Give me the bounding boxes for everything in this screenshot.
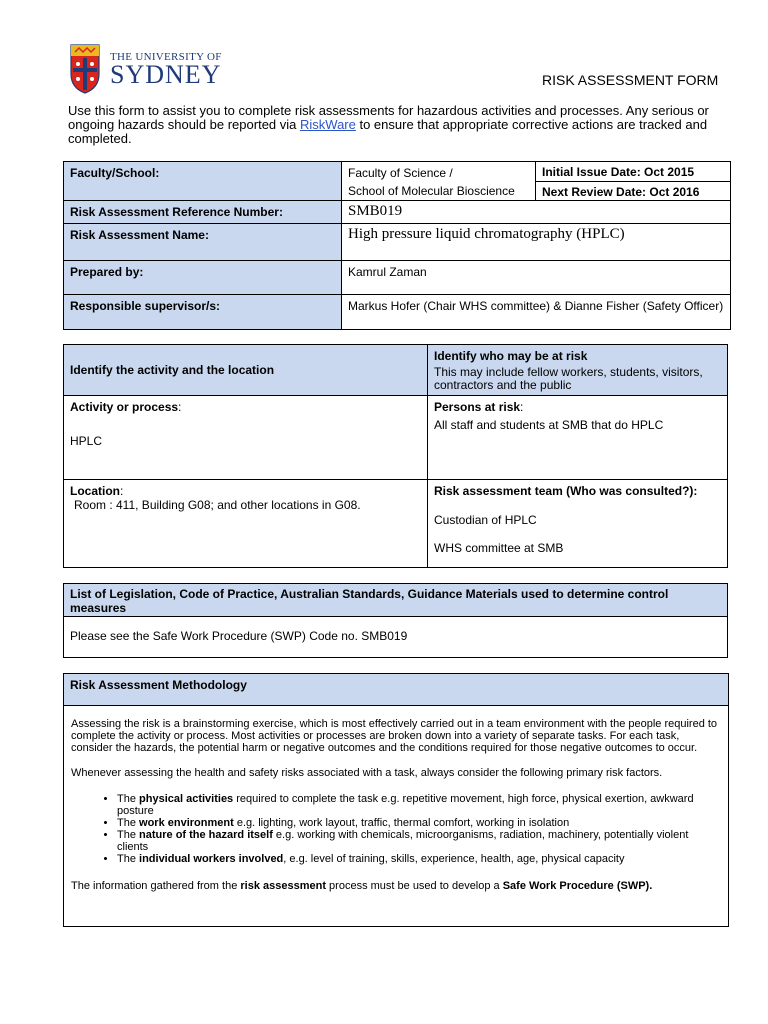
prepared-by-value: Kamrul Zaman [341, 260, 731, 295]
location-label: Location [70, 484, 120, 498]
activity-label: Activity or process [70, 400, 179, 414]
logo-line2: SYDNEY [110, 60, 222, 89]
ra-name-label: Risk Assessment Name: [63, 223, 342, 261]
persons-cell: Persons at risk: All staff and students at SMB that do HPLC [427, 395, 728, 480]
methodology-para2: Whenever assessing the health and safety risks associated with a task, always consider the following primary risk factors. [71, 767, 663, 779]
activity-location-header: Identify the activity and the location [63, 344, 428, 396]
logo-line1: THE UNIVERSITY OF [110, 51, 222, 63]
risk-factor-item: • The work environment e.g. lighting, work layout, traffic, thermal comfort, working in isolation [117, 817, 721, 829]
methodology-header: Risk Assessment Methodology [63, 673, 729, 706]
faculty-value [341, 161, 536, 201]
university-crest-icon [70, 44, 100, 94]
intro-text-before: Use this form to assist you to complete risk assessments for hazardous activities and processes. Any serious or ongoing hazards should be reported via [68, 103, 709, 132]
who-at-risk-subtitle: This may include fellow workers, students, visitors, contractors and the public [434, 365, 703, 392]
risk-factor-item: • The nature of the hazard itself e.g. working with chemicals, microorganisms, radiation, machinery, potentially violent clients [117, 829, 721, 853]
legislation-value: Please see the Safe Work Procedure (SWP) Code no. SMB019 [63, 616, 728, 658]
faculty-label: Faculty/School: [63, 161, 342, 201]
faculty-value-line2: School of Molecular Bioscience [348, 184, 515, 198]
initial-issue-date: Initial Issue Date: Oct 2015 [535, 161, 731, 182]
riskware-link[interactable]: RiskWare [300, 117, 356, 132]
methodology-final: The information gathered from the risk assessment process must be used to develop a Safe Work Procedure (SWP). [71, 880, 653, 892]
next-review-date: Next Review Date: Oct 2016 [535, 181, 731, 201]
prepared-by-label: Prepared by: [63, 260, 342, 295]
university-logo [70, 44, 222, 94]
methodology-para1: Assessing the risk is a brainstorming exercise, which is most effectively carried out in a team environment with the people required to complete the activity or process. Most activities or processes are broken down into a variety of separate tasks. For each task, consider the hazards, the potential harm or negative outcomes and the conditions required for those negative outcomes to occur. [71, 718, 718, 754]
supervisor-value: Markus Hofer (Chair WHS committee) & Dianne Fisher (Safety Officer) [341, 294, 731, 330]
ref-number-value: SMB019 [341, 200, 731, 224]
risk-factor-item: • The physical activities required to complete the task e.g. repetitive movement, high force, physical exertion, awkward posture [117, 793, 721, 817]
location-cell: Location: Room : 411, Building G08; and other locations in G08. [63, 479, 428, 568]
activity-cell: Activity or process: HPLC [63, 395, 428, 480]
location-value: Room : 411, Building G08; and other locations in G08. [74, 498, 361, 512]
ra-name-value: High pressure liquid chromatography (HPLC) [341, 223, 731, 261]
who-at-risk-title: Identify who may be at risk [434, 349, 588, 363]
intro-paragraph [68, 104, 718, 146]
team-label: Risk assessment team (Who was consulted?): [434, 484, 698, 498]
activity-value: HPLC [70, 434, 103, 448]
ref-number-label: Risk Assessment Reference Number: [63, 200, 342, 224]
persons-label: Persons at risk [434, 400, 521, 414]
who-at-risk-header [427, 344, 728, 396]
legislation-header: List of Legislation, Code of Practice, Australian Standards, Guidance Materials used to determine control measures [63, 583, 728, 617]
team-value-1: Custodian of HPLC [434, 513, 537, 527]
intro-text-after: to ensure that appropriate corrective actions are tracked and completed. [68, 117, 708, 146]
team-value-2: WHS committee at SMB [434, 541, 564, 555]
risk-factor-list [71, 793, 721, 865]
faculty-value-line1: Faculty of Science / [348, 166, 453, 180]
persons-value: All staff and students at SMB that do HPLC [434, 418, 664, 432]
methodology-body [63, 705, 729, 927]
risk-factor-item: • The individual workers involved, e.g. level of training, skills, experience, health, age, physical capacity [117, 853, 721, 865]
form-title: RISK ASSESSMENT FORM [542, 72, 719, 88]
team-cell [427, 479, 728, 568]
supervisor-label: Responsible supervisor/s: [63, 294, 342, 330]
